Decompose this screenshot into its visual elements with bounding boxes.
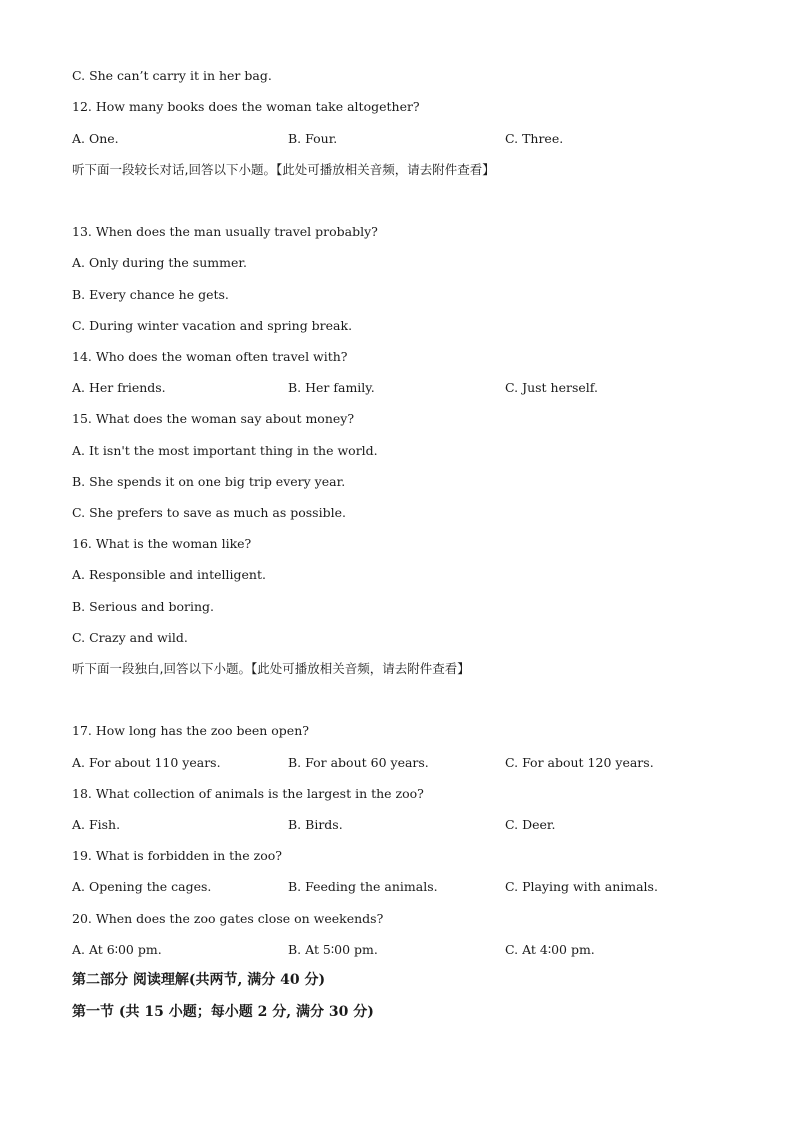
q16-option-b: B. Serious and boring. [72,599,215,614]
dialog-instruction: 听下面一段较长对话,回答以下小题。【此处可播放相关音频，请去附件查看】 [72,162,495,177]
q20-option-b: B. At 5∶00 pm. [288,942,378,957]
q14-option-a: A. Her friends. [72,380,166,395]
q15-option-c: C. She prefers to save as much as possible. [72,505,346,520]
q14-option-c: C. Just herself. [505,380,598,395]
q17-option-b: B. For about 60 years. [288,755,429,770]
q18-option-a: A. Fish. [72,817,121,832]
q18-option-b: B. Birds. [288,817,343,832]
q13-option-a: A. Only during the summer. [72,255,247,270]
question-13: 13. When does the man usually travel probably? [72,224,378,239]
question-17: 17. How long has the zoo been open? [72,723,309,738]
q12-option-c: C. Three. [505,131,564,146]
q14-option-b: B. Her family. [288,380,375,395]
question-20: 20. When does the zoo gates close on weekends? [72,911,384,926]
question-19: 19. What is forbidden in the zoo? [72,848,282,863]
monolog-instruction: 听下面一段独白,回答以下小题。【此处可播放相关音频，请去附件查看】 [72,661,470,676]
q19-option-c: C. Playing with animals. [505,879,658,894]
q12-option-a: A. One. [72,131,119,146]
q13-option-b: B. Every chance he gets. [72,287,229,302]
q20-option-a: A. At 6∶00 pm. [72,942,162,957]
q19-option-a: A. Opening the cages. [72,879,212,894]
question-16: 16. What is the woman like? [72,536,252,551]
q19-option-b: B. Feeding the animals. [288,879,438,894]
q15-option-b: B. She spends it on one big trip every year. [72,474,346,489]
question-12: 12. How many books does the woman take altogether? [72,99,420,114]
q20-option-c: C. At 4∶00 pm. [505,942,595,957]
q15-option-a: A. It isn't the most important thing in the world. [72,443,378,458]
q16-option-a: A. Responsible and intelligent. [72,567,266,582]
part-2-heading: 第二部分 阅读理解(共两节, 满分 40 分) [72,972,326,988]
q11-option-c: C. She can’t carry it in her bag. [72,68,272,83]
q13-option-c: C. During winter vacation and spring break. [72,318,353,333]
q17-option-a: A. For about 110 years. [72,755,221,770]
question-15: 15. What does the woman say about money? [72,411,355,426]
question-14: 14. Who does the woman often travel with? [72,349,348,364]
q16-option-c: C. Crazy and wild. [72,630,188,645]
q17-option-c: C. For about 120 years. [505,755,654,770]
question-18: 18. What collection of animals is the largest in the zoo? [72,786,424,801]
q18-option-c: C. Deer. [505,817,556,832]
section-1-heading: 第一节 (共 15 小题；每小题 2 分, 满分 30 分) [72,1004,374,1020]
q12-option-b: B. Four. [288,131,338,146]
